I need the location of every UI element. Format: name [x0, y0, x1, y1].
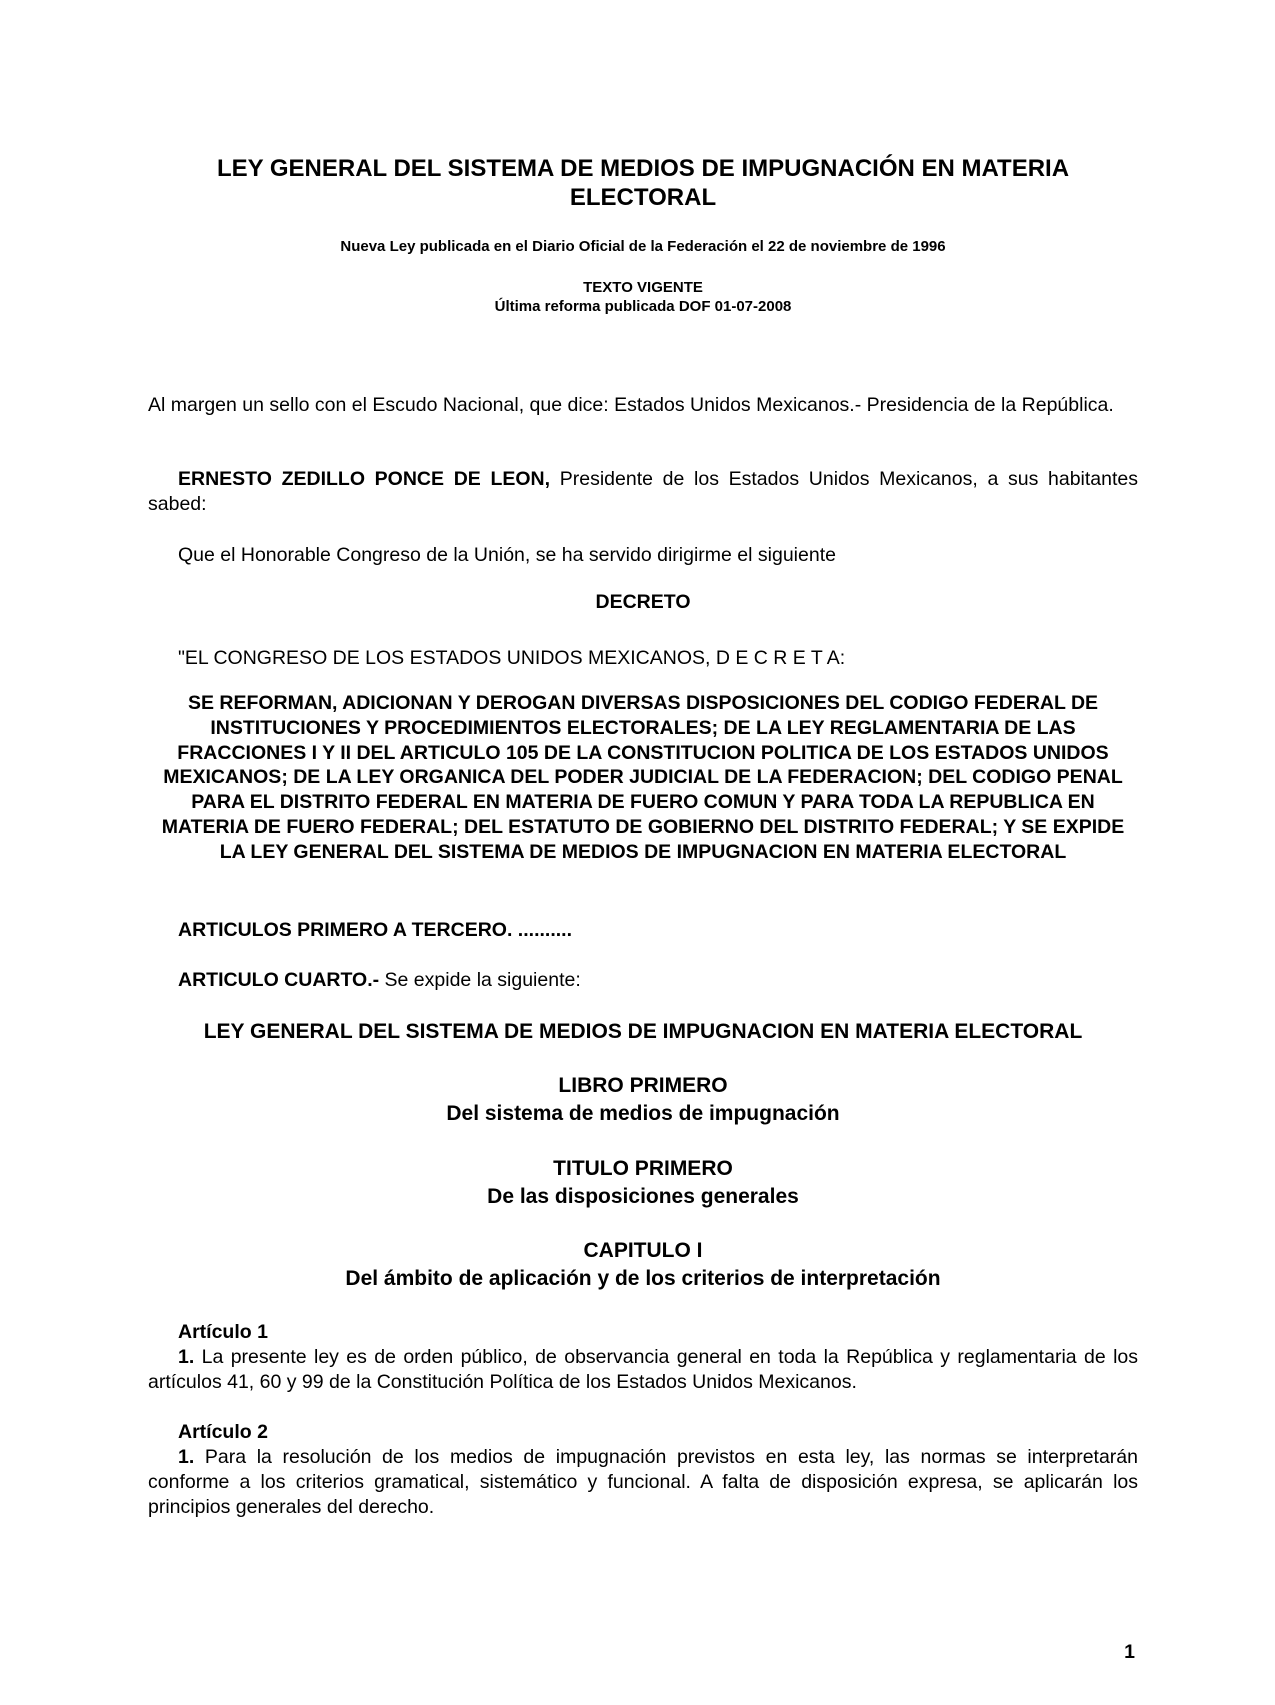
articulo-cuarto-text: Se expide la siguiente:	[379, 969, 581, 991]
president-name: ERNESTO ZEDILLO PONCE DE LEON,	[178, 468, 551, 490]
document-title: LEY GENERAL DEL SISTEMA DE MEDIOS DE IMPUGNACIÓN EN MATERIA ELECTORAL	[216, 155, 1070, 211]
decreto-heading: DECRETO	[595, 591, 691, 613]
article-1-text	[148, 1345, 1138, 1395]
margin-note-paragraph: Al margen un sello con el Escudo Nacional, que dice: Estados Unidos Mexicanos.- Presidencia de la República.	[148, 394, 1114, 416]
publication-note: Nueva Ley publicada en el Diario Oficial de la Federación el 22 de noviembre de 1996	[340, 238, 946, 255]
titulo-heading: TITULO PRIMERO	[553, 1157, 733, 1180]
articulo-cuarto-label: ARTICULO CUARTO.-	[178, 969, 380, 991]
article-2-text	[148, 1445, 1138, 1520]
reform-title: SE REFORMAN, ADICIONAN Y DEROGAN DIVERSAS DISPOSICIONES DEL CODIGO FEDERAL DE INSTITUCIONES Y PROCEDIMIENTOS ELECTORALES; DE LA LEY REGLAMENTARIA DE LAS FRACCIONES I Y II DEL ARTICULO 105 DE LA CONSTITUCION POLITICA DE LOS ESTADOS UNIDOS MEXICANOS; DE LA LEY ORGANICA DEL PODER JUDICIAL DE LA FEDERACION; DEL CODIGO PENAL PARA EL DISTRITO FEDERAL EN MATERIA DE FUERO COMUN Y PARA TODA LA REPUBLICA EN MATERIA DE FUERO FEDERAL; DEL ESTATUTO DE GOBIERNO DEL DISTRITO FEDERAL; Y SE EXPIDE LA LEY GENERAL DEL SISTEMA DE MEDIOS DE IMPUGNACION EN MATERIA ELECTORAL	[161, 692, 1125, 863]
congreso-paragraph: Que el Honorable Congreso de la Unión, se ha servido dirigirme el siguiente	[178, 544, 836, 566]
congreso-decreta-paragraph: "EL CONGRESO DE LOS ESTADOS UNIDOS MEXICANOS, D E C R E T A:	[178, 647, 846, 669]
page-number: 1	[1124, 1641, 1135, 1663]
article-1-label: Artículo 1	[178, 1321, 268, 1343]
ley-title: LEY GENERAL DEL SISTEMA DE MEDIOS DE IMPUGNACION EN MATERIA ELECTORAL	[203, 1020, 1083, 1043]
article-1-number: 1.	[178, 1346, 195, 1368]
article-2-number: 1.	[178, 1446, 195, 1468]
article-1-body: La presente ley es de orden público, de observancia general en toda la República y reglamentaria de los artículos 41, 60 y 99 de la Constitución Política de los Estados Unidos Mexicanos.	[148, 1346, 1138, 1393]
articulo-cuarto-paragraph	[148, 968, 1138, 993]
libro-heading: LIBRO PRIMERO	[558, 1074, 728, 1097]
capitulo-subtitle: Del ámbito de aplicación y de los criterios de interpretación	[345, 1267, 941, 1290]
president-paragraph	[148, 467, 1138, 517]
president-text: Presidente de los Estados Unidos Mexicanos, a sus habitantes sabed:	[148, 468, 1138, 515]
titulo-subtitle: De las disposiciones generales	[487, 1185, 799, 1208]
articulos-primero-paragraph: ARTICULOS PRIMERO A TERCERO. ..........	[178, 919, 572, 941]
status-label: TEXTO VIGENTE	[583, 279, 703, 296]
last-reform-note: Última reforma publicada DOF 01-07-2008	[494, 298, 792, 315]
libro-subtitle: Del sistema de medios de impugnación	[446, 1102, 840, 1125]
article-2-label: Artículo 2	[178, 1421, 268, 1443]
article-2-body: Para la resolución de los medios de impugnación previstos en esta ley, las normas se interpretarán conforme a los criterios gramatical, sistemático y funcional. A falta de disposición expresa, se aplicarán los principios generales del derecho.	[148, 1446, 1138, 1518]
capitulo-heading: CAPITULO I	[583, 1239, 703, 1262]
